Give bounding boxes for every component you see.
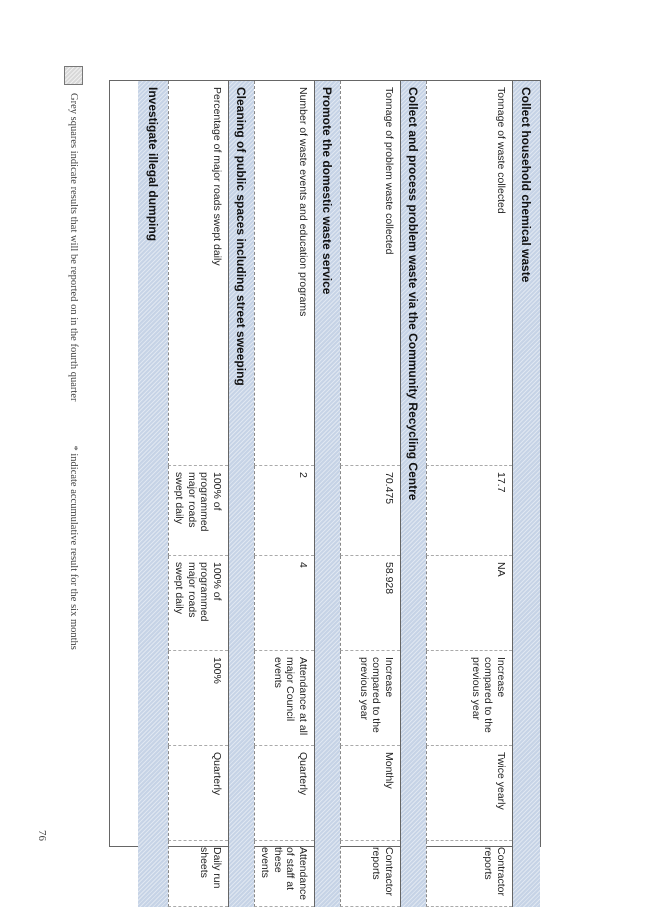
section-header: Collect and process problem waste via the Community Recycling Centre xyxy=(400,81,426,907)
performance-table xyxy=(109,80,541,901)
frequency-cell: Twice yearly xyxy=(426,746,512,841)
previous-cell: NA xyxy=(426,556,512,651)
section-header: Investigate illegal dumping xyxy=(138,81,168,907)
result-cell: 17.7 xyxy=(426,466,512,556)
source-cell: Contractor reports xyxy=(426,841,512,907)
measure-cell: Tonnage of waste collected xyxy=(426,81,512,466)
source-cell: Daily run sheets xyxy=(168,841,228,907)
source-cell: Contractor reports xyxy=(340,841,400,907)
legend xyxy=(64,66,83,766)
measure-cell: Number of waste events and education programs xyxy=(254,81,314,466)
previous-cell: 4 xyxy=(254,556,314,651)
result-cell: 70.475 xyxy=(340,466,400,556)
target-cell: 100% xyxy=(168,651,228,746)
measure-cell: Percentage of major roads swept daily xyxy=(168,81,228,466)
star-note: * indicate accumulative result for the six months xyxy=(68,445,79,650)
previous-cell: 58.928 xyxy=(340,556,400,651)
result-cell: 100% of programmed major roads swept daily xyxy=(168,466,228,556)
frequency-cell: Monthly xyxy=(340,746,400,841)
frequency-cell: Quarterly xyxy=(254,746,314,841)
source-cell: Attendance of staff at these events xyxy=(254,841,314,907)
previous-cell: 100% of programmed major roads swept daily xyxy=(168,556,228,651)
result-cell: 2 xyxy=(254,466,314,556)
grey-square-icon xyxy=(64,66,83,85)
frequency-cell: Quarterly xyxy=(168,746,228,841)
section-header: Cleaning of public spaces including street sweeping xyxy=(228,81,254,907)
grey-square-note: Grey squares indicate results that will be reported on in the fourth quarter xyxy=(68,93,79,402)
target-cell: Increase compared to the previous year xyxy=(426,651,512,746)
page-number: 76 xyxy=(36,830,48,841)
section-header: Promote the domestic waste service xyxy=(314,81,340,907)
target-cell: Increase compared to the previous year xyxy=(340,651,400,746)
measure-cell: Tonnage of problem waste collected xyxy=(340,81,400,466)
section-header: Collect household chemical waste xyxy=(512,81,540,907)
target-cell: Attendance at all major Council events xyxy=(254,651,314,746)
